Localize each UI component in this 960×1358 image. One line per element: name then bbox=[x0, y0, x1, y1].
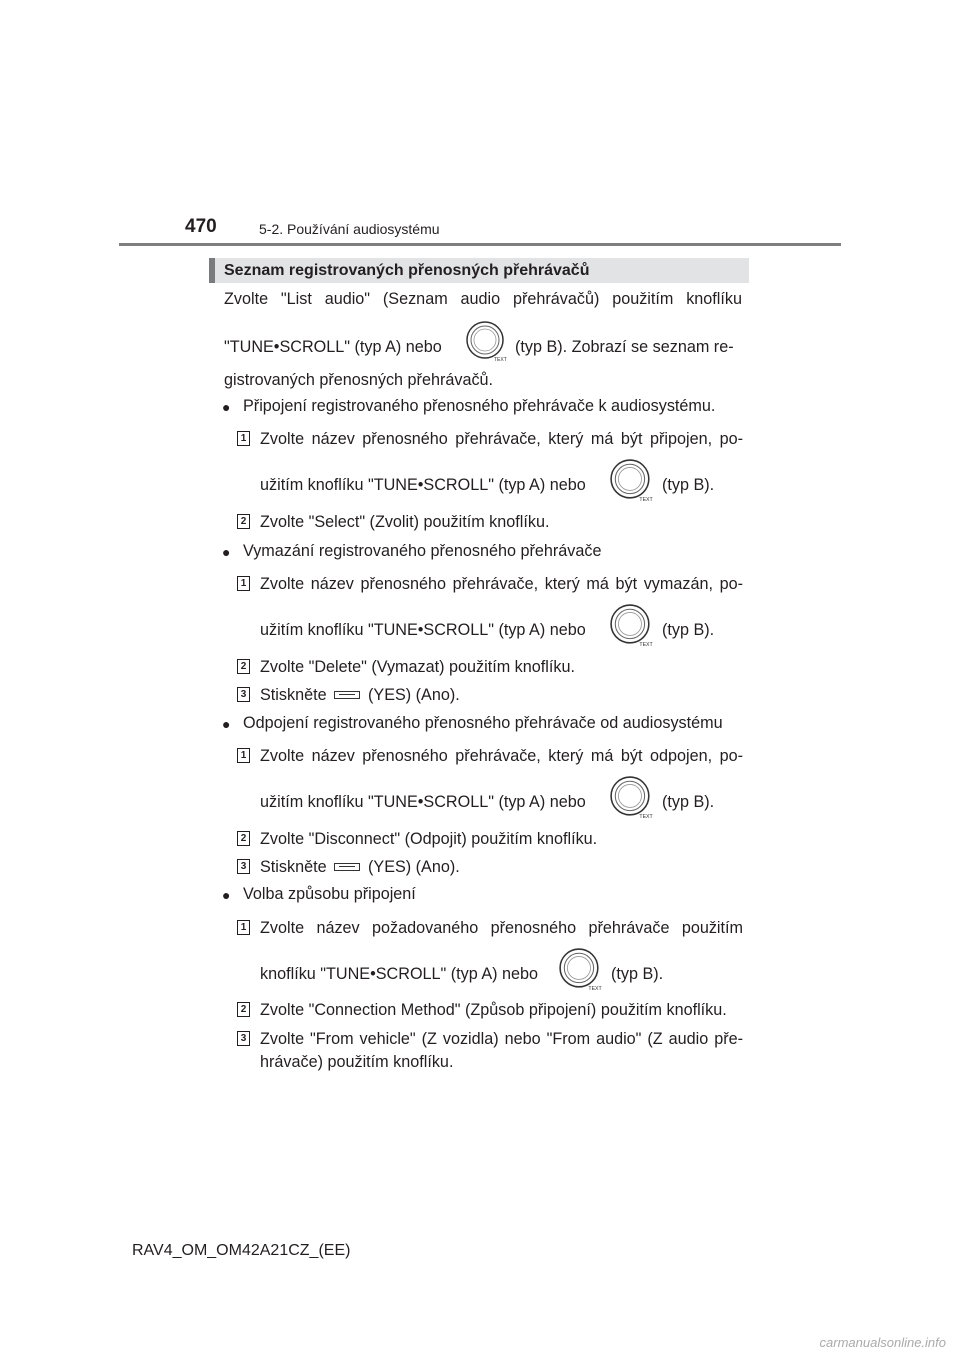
step-number: 1 bbox=[237, 920, 250, 935]
tune-knob-icon bbox=[609, 458, 653, 502]
step-text: (typ B). bbox=[662, 621, 715, 639]
step-text: užitím knoflíku "TUNE•SCROLL" (typ A) nebo bbox=[260, 793, 586, 811]
step-number: 1 bbox=[237, 748, 250, 763]
knob-label: TEXT bbox=[494, 357, 507, 362]
bullet-icon: ● bbox=[222, 716, 231, 732]
step-number: 1 bbox=[237, 431, 250, 446]
step-text: Zvolte název přenosného přehrávače, který má být připojen, po- bbox=[260, 430, 743, 448]
group-title: Připojení registrovaného přenosného přehrávače k audiosystému. bbox=[243, 397, 716, 415]
step-text: užitím knoflíku "TUNE•SCROLL" (typ A) nebo bbox=[260, 476, 586, 494]
knob-label: TEXT bbox=[639, 496, 653, 502]
step-text: (YES) (Ano). bbox=[368, 686, 460, 704]
step-number: 2 bbox=[237, 514, 250, 529]
step-number: 3 bbox=[237, 687, 250, 702]
step-text: užitím knoflíku "TUNE•SCROLL" (typ A) nebo bbox=[260, 621, 586, 639]
step-number: 2 bbox=[237, 831, 250, 846]
step-text: hrávače) použitím knoflíku. bbox=[260, 1053, 454, 1071]
step-text: (typ B). bbox=[662, 793, 715, 811]
step-text: Zvolte "From vehicle" (Z vozidla) nebo "From audio" (Z audio pře- bbox=[260, 1030, 743, 1048]
tune-knob-icon bbox=[609, 603, 653, 647]
step-number: 2 bbox=[237, 1002, 250, 1017]
tune-knob-icon bbox=[609, 775, 653, 819]
step-number: 2 bbox=[237, 659, 250, 674]
step-text: Zvolte název požadovaného přenosného přehrávače použitím bbox=[260, 919, 743, 937]
step-text: Stiskněte bbox=[260, 858, 327, 876]
tune-knob-icon bbox=[558, 947, 602, 991]
intro-line-1: Zvolte "List audio" (Seznam audio přehrávačů) použitím knoflíku bbox=[224, 290, 742, 308]
intro-line-3: gistrovaných přenosných přehrávačů. bbox=[224, 371, 494, 389]
group-title: Vymazání registrovaného přenosného přehrávače bbox=[243, 542, 602, 560]
step-number: 3 bbox=[237, 1031, 250, 1046]
bullet-icon: ● bbox=[222, 399, 231, 415]
header-rule bbox=[119, 243, 841, 246]
step-text: (typ B). bbox=[611, 965, 664, 983]
yes-button-icon bbox=[334, 691, 360, 699]
knob-label: TEXT bbox=[588, 985, 602, 991]
step-text: (typ B). bbox=[662, 476, 715, 494]
step-text: (YES) (Ano). bbox=[368, 858, 460, 876]
step-text: Zvolte "Delete" (Vymazat) použitím knoflíku. bbox=[260, 658, 575, 676]
tune-knob-icon bbox=[465, 320, 507, 362]
group-title: Odpojení registrovaného přenosného přehrávače od audiosystému bbox=[243, 714, 723, 732]
step-text: Zvolte "Select" (Zvolit) použitím knoflíku. bbox=[260, 513, 550, 531]
section-title: 5-2. Používání audiosystému bbox=[259, 221, 440, 237]
intro-line-2b: (typ B). Zobrazí se seznam re- bbox=[515, 338, 734, 356]
step-number: 1 bbox=[237, 576, 250, 591]
step-text: Zvolte název přenosného přehrávače, který má být vymazán, po- bbox=[260, 575, 743, 593]
knob-label: TEXT bbox=[639, 641, 653, 647]
step-text: knoflíku "TUNE•SCROLL" (typ A) nebo bbox=[260, 965, 539, 983]
footer-code: RAV4_OM_OM42A21CZ_(EE) bbox=[132, 1242, 351, 1259]
step-text: Stiskněte bbox=[260, 686, 327, 704]
step-text: Zvolte "Disconnect" (Odpojit) použitím knoflíku. bbox=[260, 830, 598, 848]
watermark: carmanualsonline.info bbox=[819, 1335, 946, 1350]
step-text: Zvolte název přenosného přehrávače, který má být odpojen, po- bbox=[260, 747, 743, 765]
step-text: Zvolte "Connection Method" (Způsob připojení) použitím knoflíku. bbox=[260, 1001, 727, 1019]
bullet-icon: ● bbox=[222, 544, 231, 560]
yes-button-icon bbox=[334, 863, 360, 871]
group-title: Volba způsobu připojení bbox=[243, 885, 416, 903]
bullet-icon: ● bbox=[222, 887, 231, 903]
intro-line-2a: "TUNE•SCROLL" (typ A) nebo bbox=[224, 338, 442, 356]
knob-label: TEXT bbox=[639, 813, 653, 819]
page-number: 470 bbox=[185, 216, 217, 237]
step-number: 3 bbox=[237, 859, 250, 874]
heading: Seznam registrovaných přenosných přehrávačů bbox=[224, 262, 590, 279]
